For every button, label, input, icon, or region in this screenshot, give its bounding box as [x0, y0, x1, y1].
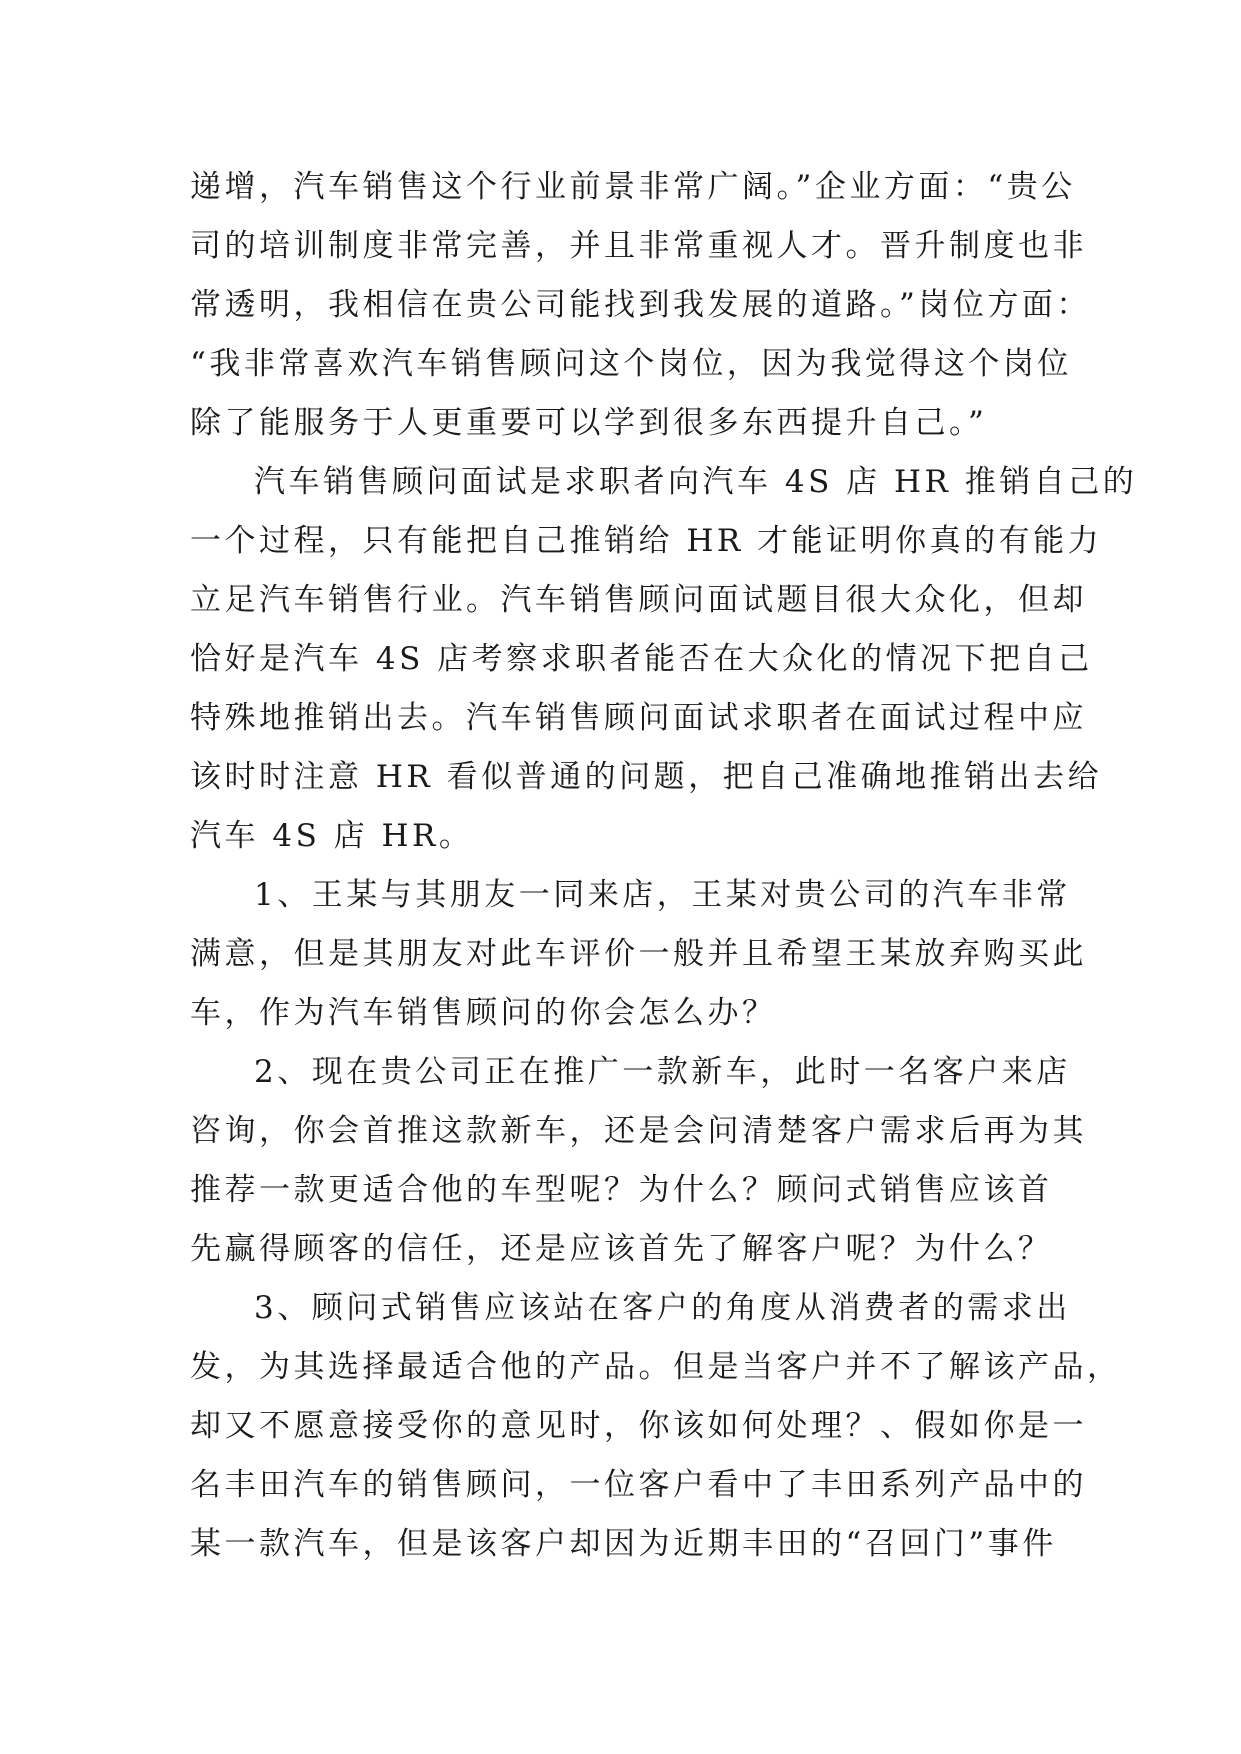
text-line: 立足汽车销售行业。汽车销售顾问面试题目很大众化，但却 [190, 582, 1087, 618]
text-line: 名丰田汽车的销售顾问，一位客户看中了丰田系列产品中的 [190, 1467, 1087, 1503]
text-line: 恰好是汽车 4S 店考察求职者能否在大众化的情况下把自己 [190, 641, 1093, 677]
body-text [190, 158, 1138, 1574]
paragraph [190, 453, 1138, 866]
text-line: 汽车销售顾问面试是求职者向汽车 4S 店 HR 推销自己的 [254, 464, 1138, 500]
text-line: 2、现在贵公司正在推广一款新车，此时一名客户来店 [254, 1054, 1071, 1090]
paragraph [190, 1043, 1087, 1279]
text-line: 推荐一款更适合他的车型呢？为什么？顾问式销售应该首 [190, 1172, 1053, 1208]
text-line: 先赢得顾客的信任，还是应该首先了解客户呢？为什么？ [190, 1231, 1053, 1267]
text-line: 常透明，我相信在贵公司能找到我发展的道路。”岗位方面： [190, 287, 1091, 323]
text-line: 司的培训制度非常完善，并且非常重视人才。晋升制度也非 [190, 228, 1087, 264]
text-line: 一个过程，只有能把自己推销给 HR 才能证明你真的有能力 [190, 523, 1103, 559]
text-line: 却又不愿意接受你的意见时，你该如何处理？、假如你是一 [190, 1408, 1087, 1444]
text-line: 3、顾问式销售应该站在客户的角度从消费者的需求出 [254, 1290, 1071, 1326]
text-line: 发，为其选择最适合他的产品。但是当客户并不了解该产品， [190, 1349, 1122, 1385]
text-line: 除了能服务于人更重要可以学到很多东西提升自己。” [190, 405, 988, 441]
text-line: 1、王某与其朋友一同来店，王某对贵公司的汽车非常 [254, 877, 1071, 913]
paragraph [190, 1279, 1122, 1574]
text-line: 车，作为汽车销售顾问的你会怎么办？ [190, 995, 777, 1031]
text-line: “我非常喜欢汽车销售顾问这个岗位，因为我觉得这个岗位 [190, 346, 1072, 382]
text-line: 特殊地推销出去。汽车销售顾问面试求职者在面试过程中应 [190, 700, 1087, 736]
paragraph [190, 158, 1091, 453]
text-line: 满意，但是其朋友对此车评价一般并且希望王某放弃购买此 [190, 936, 1087, 972]
text-line: 咨询，你会首推这款新车，还是会问清楚客户需求后再为其 [190, 1113, 1087, 1149]
text-line: 递增，汽车销售这个行业前景非常广阔。”企业方面：“贵公 [190, 169, 1076, 205]
text-line: 该时时注意 HR 看似普通的问题，把自己准确地推销出去给 [190, 759, 1103, 795]
paragraph [190, 866, 1087, 1043]
text-line: 某一款汽车，但是该客户却因为近期丰田的“召回门”事件 [190, 1526, 1057, 1562]
text-line: 汽车 4S 店 HR。 [190, 818, 474, 854]
